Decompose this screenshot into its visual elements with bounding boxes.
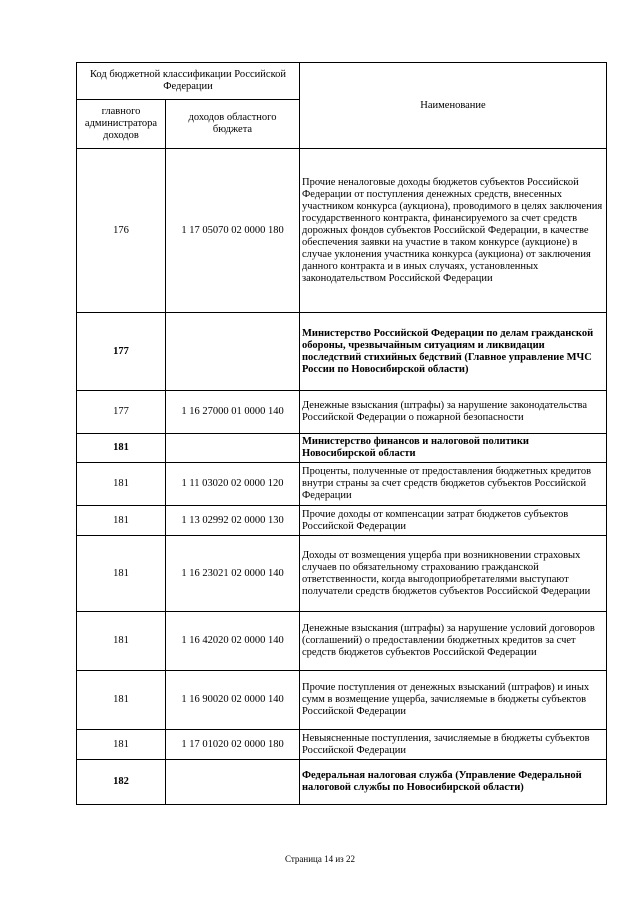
income-code: 1 16 23021 02 0000 140: [166, 536, 300, 612]
admin-code: 181: [77, 612, 166, 671]
income-name: Денежные взыскания (штрафы) за нарушение законодательства Российской Федерации о пожарной безопасности: [300, 391, 607, 434]
income-code: 1 17 05070 02 0000 180: [166, 149, 300, 313]
income-name: Прочие доходы от компенсации затрат бюджетов субъектов Российской Федерации: [300, 506, 607, 536]
income-name: Невыясненные поступления, зачисляемые в бюджеты субъектов Российской Федерации: [300, 730, 607, 760]
income-code: 1 16 90020 02 0000 140: [166, 671, 300, 730]
header-name: Наименование: [300, 63, 607, 149]
income-code: 1 16 42020 02 0000 140: [166, 612, 300, 671]
income-name: Федеральная налоговая служба (Управление Федеральной налоговой службы по Новосибирской области): [300, 760, 607, 805]
income-name: Прочие неналоговые доходы бюджетов субъектов Российской Федерации от поступления денежных средств, внесенных участником конкурса (аукциона), проводимого в целях заключения государственного контракта, финансируемого за счет средств дорожных фондов субъектов Российской Федерации, в качестве обеспечения заявки на участие в таком конкурсе (аукционе) в случае уклонения участника конкурса (аукциона) от заключения данного контракта и в иных случаях, установленных законодательством Российской Федерации: [300, 149, 607, 313]
table-row: [77, 313, 607, 391]
table-row: [77, 760, 607, 805]
admin-code: 177: [77, 313, 166, 391]
income-code: 1 16 27000 01 0000 140: [166, 391, 300, 434]
admin-code: 181: [77, 434, 166, 463]
income-code: [166, 760, 300, 805]
income-name: Денежные взыскания (штрафы) за нарушение условий договоров (соглашений) о предоставлении бюджетных кредитов за счет средств бюджетов субъектов Российской Федерации: [300, 612, 607, 671]
header-classification-code: Код бюджетной классификации Российской Федерации: [77, 63, 300, 100]
admin-code: 181: [77, 730, 166, 760]
header-income: доходов областного бюджета: [166, 100, 300, 149]
table-row: [77, 730, 607, 760]
admin-code: 181: [77, 536, 166, 612]
table-row: [77, 506, 607, 536]
budget-classification-table: [76, 62, 607, 805]
admin-code: 182: [77, 760, 166, 805]
income-name: Проценты, полученные от предоставления бюджетных кредитов внутри страны за счет средств бюджетов субъектов Российской Федерации: [300, 463, 607, 506]
admin-code: 181: [77, 463, 166, 506]
admin-code: 176: [77, 149, 166, 313]
page-number: Страница 14 из 22: [285, 854, 355, 864]
income-name: Доходы от возмещения ущерба при возникновении страховых случаев по обязательному страхованию гражданской ответственности, когда выгодоприобретателями выступают получатели средств бюджетов субъектов Российской Федерации: [300, 536, 607, 612]
income-code: [166, 313, 300, 391]
admin-code: 177: [77, 391, 166, 434]
income-name: Министерство финансов и налоговой политики Новосибирской области: [300, 434, 607, 463]
admin-code: 181: [77, 506, 166, 536]
table-row: [77, 391, 607, 434]
table-row: [77, 149, 607, 313]
table-row: [77, 536, 607, 612]
income-code: [166, 434, 300, 463]
table-row: [77, 463, 607, 506]
income-code: 1 17 01020 02 0000 180: [166, 730, 300, 760]
income-code: 1 11 03020 02 0000 120: [166, 463, 300, 506]
header-row-top: [77, 63, 607, 100]
table-row: [77, 612, 607, 671]
income-name: Прочие поступления от денежных взысканий (штрафов) и иных сумм в возмещение ущерба, зачисляемые в бюджеты субъектов Российской Федерации: [300, 671, 607, 730]
table-row: [77, 671, 607, 730]
header-admin: главного администратора доходов: [77, 100, 166, 149]
income-code: 1 13 02992 02 0000 130: [166, 506, 300, 536]
table-row: [77, 434, 607, 463]
admin-code: 181: [77, 671, 166, 730]
income-name: Министерство Российской Федерации по делам гражданской обороны, чрезвычайным ситуациям и ликвидации последствий стихийных бедствий (Главное управление МЧС России по Новосибирской области): [300, 313, 607, 391]
